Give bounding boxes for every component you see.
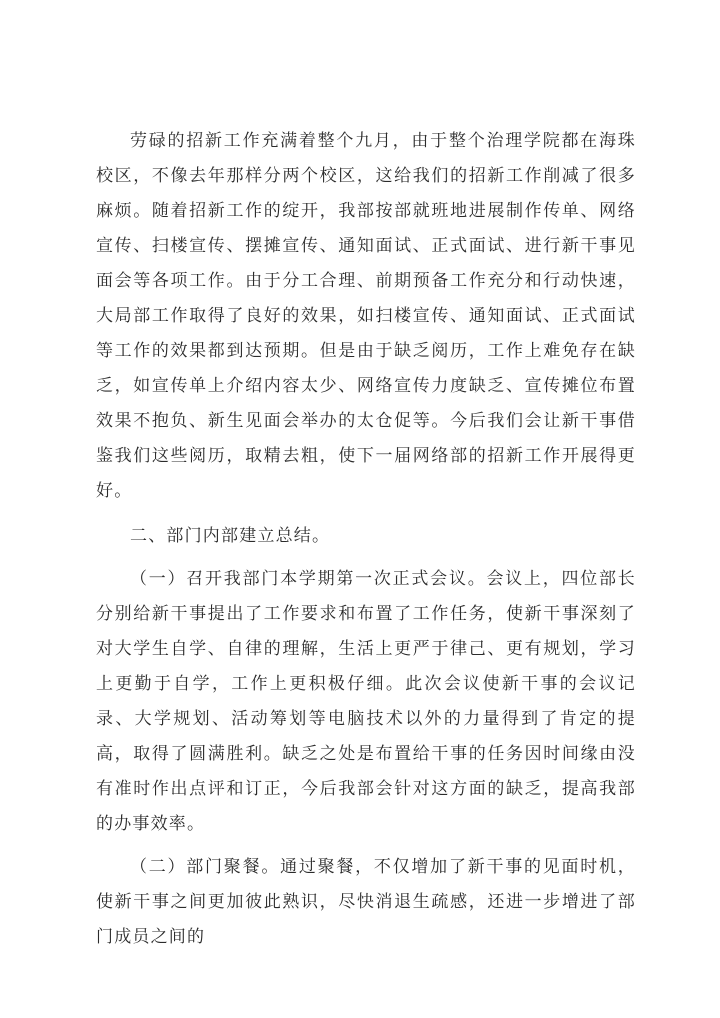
paragraph-first-meeting: （一）召开我部门本学期第一次正式会议。会议上，四位部长分别给新干事提出了工作要求和布置了工作任务，使新干事深刻了对大学生自学、自律的理解，生活上更严于律己、更有规划，学习上更勤于自学，工作上更积极仔细。此次会议使新干事的会议记录、大学规划、活动筹划等电脑技术以外的力量得到了肯定的提高，取得了圆满胜利。缺乏之处是布置给干事的任务因时间缘由没有准时作出点评和订正，今后我部会针对这方面的缺乏，提高我部的办事效率。 xyxy=(96,569,636,834)
paragraph-recruitment-summary: 劳碌的招新工作充满着整个九月，由于整个治理学院都在海珠校区，不像去年那样分两个校区，这给我们的招新工作削减了很多麻烦。随着招新工作的绽开，我部按部就班地进展制作传单、网络宣传、扫楼宣传、摆摊宣传、通知面试、正式面试、进行新干事见面会等各项工作。由于分工合理、前期预备工作充分和行动快速，大局部工作取得了良好的效果，如扫楼宣传、通知面试、正式面试等工作的效果都到达预期。但是由于缺乏阅历，工作上难免存在缺乏，如宣传单上介绍内容太少、网络宣传力度缺乏、宣传摊位布置效果不抱负、新生见面会举办的太仓促等。今后我们会让新干事借鉴我们这些阅历，取精去粗，使下一届网络部的招新工作开展得更好。 xyxy=(96,131,636,501)
document-body xyxy=(96,124,636,955)
paragraph-department-dinner: （二）部门聚餐。通过聚餐，不仅增加了新干事的见面时机，使新干事之间更加彼此熟识，尽快消退生疏感，还进一步增进了部门成员之间的 xyxy=(96,857,636,947)
section-heading-internal-building: 二、部门内部建立总结。 xyxy=(130,526,331,546)
